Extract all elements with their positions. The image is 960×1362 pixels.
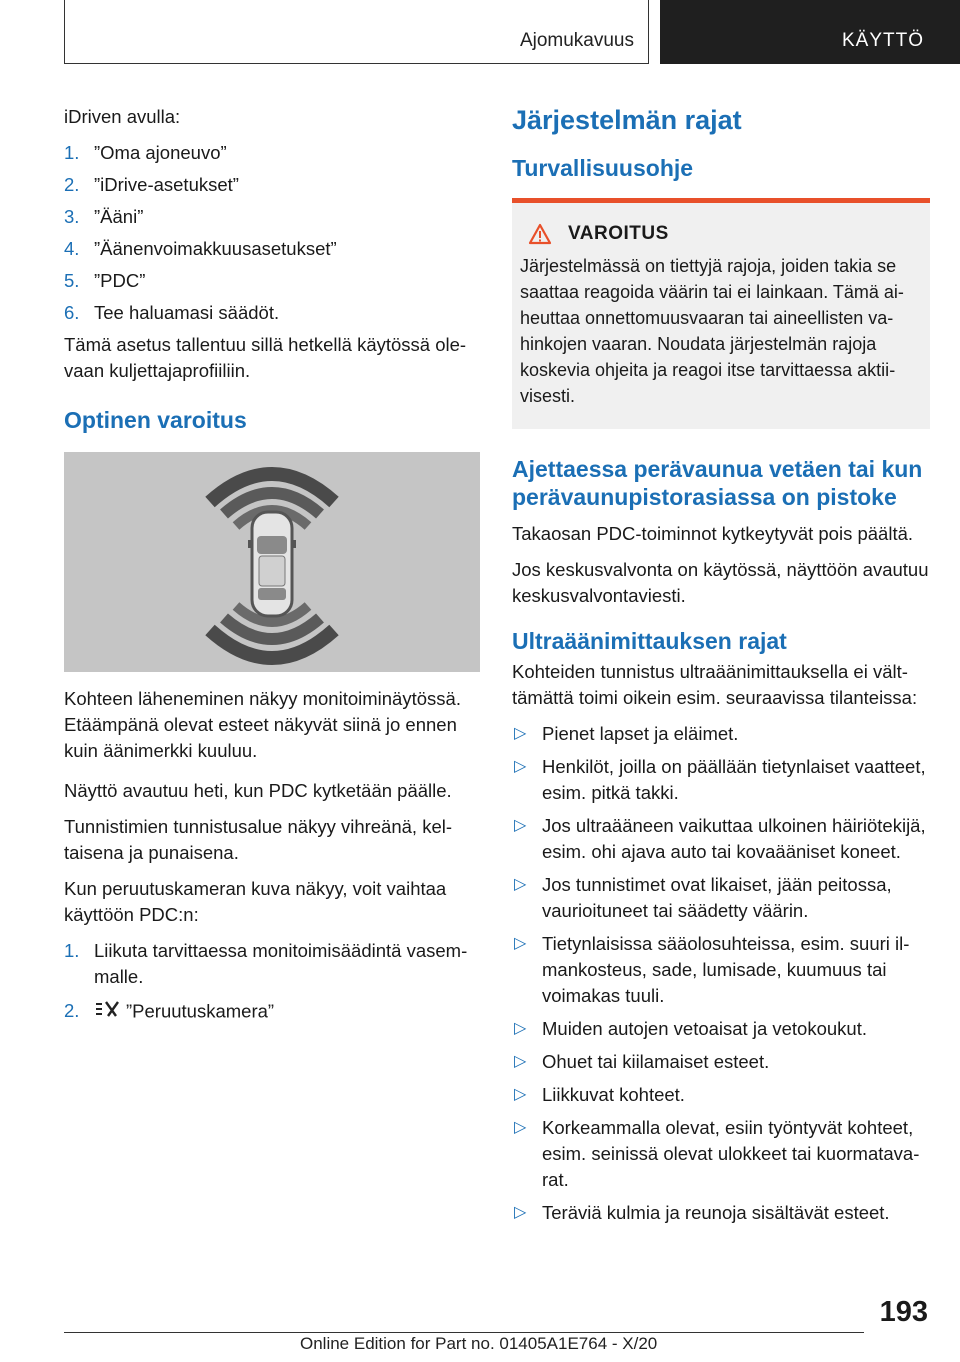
step-number: 3.	[64, 206, 80, 227]
list-item-text: Ohuet tai kiilamaiset esteet.	[542, 1051, 770, 1072]
list-item	[512, 1049, 930, 1075]
profile-note: Tämä asetus tallentuu sillä hetkellä käytössä olevaan kuljettajaprofiiliin.	[64, 334, 467, 381]
step-number: 4.	[64, 238, 80, 259]
list-item	[512, 1082, 930, 1108]
settings-steps	[64, 140, 476, 326]
optical-paragraph-2: Näyttö avautuu heti, kun PDC kytketään päälle.	[64, 780, 452, 801]
warning-title: VAROITUS	[568, 223, 669, 244]
limitation-list	[512, 721, 930, 1226]
step-number: 5.	[64, 270, 80, 291]
warning-triangle-icon	[528, 223, 552, 245]
optical-paragraph-1: Kohteen läheneminen näkyy monitoiminäytössä. Etäämpänä olevat esteet näkyvät siinä jo ennen kuin äänimerkki kuuluu.	[64, 688, 461, 761]
step-item	[64, 140, 476, 166]
optical-warning-heading: Optinen varoitus	[64, 407, 247, 433]
triangle-bullet-icon: ▷	[514, 1086, 527, 1103]
header-section-box	[64, 0, 649, 64]
page-number: 193	[879, 1296, 928, 1328]
list-item-text: Jos ultraääneen vaikuttaa ulkoinen häiriötekijä, esim. ohi ajava auto tai kovaääniset koneet.	[542, 815, 926, 862]
optical-paragraph-3: Tunnistimien tunnistusalue näkyy vihreänä, keltaisena ja punaisena.	[64, 816, 453, 863]
list-item	[512, 931, 930, 1009]
step-number: 2.	[64, 174, 80, 195]
step-number: 1.	[64, 940, 80, 961]
list-item-text: Tietynlaisissa sääolosuhteissa, esim. suuri ilmankosteus, sade, lumisade, kuumuus tai voimakas tuuli.	[542, 933, 910, 1006]
step-item	[64, 204, 476, 230]
step-text: ”Äänenvoimakkuusasetukset”	[94, 238, 337, 259]
step-text: ”PDC”	[94, 270, 146, 291]
trailer-heading: Ajettaessa perävaunua vetäen tai kun perävaunupistorasiassa on pistoke	[512, 456, 923, 510]
triangle-bullet-icon: ▷	[514, 1204, 527, 1221]
triangle-bullet-icon: ▷	[514, 817, 527, 834]
car-sensor-illustration	[64, 452, 480, 672]
step-item	[64, 236, 476, 262]
step-text: Liikuta tarvittaessa monitoimisäädintä vasemmalle.	[94, 940, 468, 987]
step-item	[64, 300, 476, 326]
step-number: 2.	[64, 1000, 80, 1021]
list-item-text: Pienet lapset ja eläimet.	[542, 723, 739, 744]
safety-heading: Turvallisuusohje	[512, 155, 694, 181]
list-item-text: Jos tunnistimet ovat likaiset, jään peitossa, vaurioituneet tai säädetty väärin.	[542, 874, 892, 921]
list-item-text: Korkeammalla olevat, esiin työntyvät kohteet, esim. seinissä olevat ulokkeet tai kuormatavarat.	[542, 1117, 920, 1190]
list-item	[512, 1016, 930, 1042]
ultrasound-heading: Ultraäänimittauksen rajat	[512, 628, 787, 654]
list-item	[512, 1115, 930, 1193]
left-column	[64, 104, 476, 1033]
triangle-bullet-icon: ▷	[514, 1053, 527, 1070]
step-text: ”Oma ajoneuvo”	[94, 142, 227, 163]
step-item	[64, 938, 476, 990]
optical-paragraph-4: Kun peruutuskameran kuva näkyy, voit vaihtaa käyttöön PDC:n:	[64, 878, 447, 925]
right-column	[512, 104, 930, 1233]
warning-box	[512, 198, 930, 429]
list-item-text: Muiden autojen vetoaisat ja vetokoukut.	[542, 1018, 867, 1039]
camera-steps	[64, 938, 476, 1027]
triangle-bullet-icon: ▷	[514, 725, 527, 742]
list-item-text: Henkilöt, joilla on päällään tietynlaiset vaatteet, esim. pitkä takki.	[542, 756, 926, 803]
intro-text: iDriven avulla:	[64, 106, 181, 127]
footer-edition: Online Edition for Part no. 01405A1E764 - X/20	[300, 1334, 658, 1353]
triangle-bullet-icon: ▷	[514, 1020, 527, 1037]
parking-sensor-icon	[94, 998, 120, 1027]
warning-title-row	[528, 223, 922, 245]
trailer-paragraph-1: Takaosan PDC-toiminnot kytkeytyvät pois päältä.	[512, 523, 914, 544]
list-item	[512, 872, 930, 924]
triangle-bullet-icon: ▷	[514, 1119, 527, 1136]
header-chapter-title: KÄYTTÖ	[841, 30, 924, 51]
header-chapter-box	[660, 0, 960, 64]
step-text: ”iDrive-asetukset”	[94, 174, 239, 195]
step-number: 6.	[64, 302, 80, 323]
triangle-bullet-icon: ▷	[514, 758, 527, 775]
step-text: Tee haluamasi säädöt.	[94, 302, 280, 323]
triangle-bullet-icon: ▷	[514, 935, 527, 952]
trailer-paragraph-2: Jos keskusvalvonta on käytössä, näyttöön avautuu keskusvalvontaviesti.	[512, 559, 929, 606]
footer-divider	[64, 1332, 864, 1333]
step-item	[64, 998, 476, 1027]
step-item	[64, 172, 476, 198]
list-item	[512, 813, 930, 865]
step-item	[64, 268, 476, 294]
list-item-text: Liikkuvat kohteet.	[542, 1084, 685, 1105]
triangle-bullet-icon: ▷	[514, 876, 527, 893]
list-item	[512, 1200, 930, 1226]
list-item-text: Teräviä kulmia ja reunoja sisältävät esteet.	[542, 1202, 890, 1223]
pdc-display-image	[64, 452, 480, 672]
step-text: ”Ääni”	[94, 206, 144, 227]
header-section-title: Ajomukavuus	[519, 30, 634, 51]
list-item	[512, 754, 930, 806]
list-item	[512, 721, 930, 747]
ultrasound-paragraph: Kohteiden tunnistus ultraäänimittauksella ei välttämättä toimi oikein esim. seuraavissa tilanteissa:	[512, 661, 918, 708]
warning-text: Järjestelmässä on tiettyjä rajoja, joiden takia se saattaa reagoida väärin tai ei lainkaan. Tämä aiheuttaa onnettomuusvaaran tai aineellisten vahinkojen vaaran. Noudata järjestelmän rajoja koskevia ohjeita ja reagoi itse tarvittaessa aktiivisesti.	[520, 256, 904, 406]
step-number: 1.	[64, 142, 80, 163]
step-text: ”Peruutuskamera”	[126, 1000, 275, 1022]
system-limits-heading: Järjestelmän rajat	[512, 105, 742, 135]
